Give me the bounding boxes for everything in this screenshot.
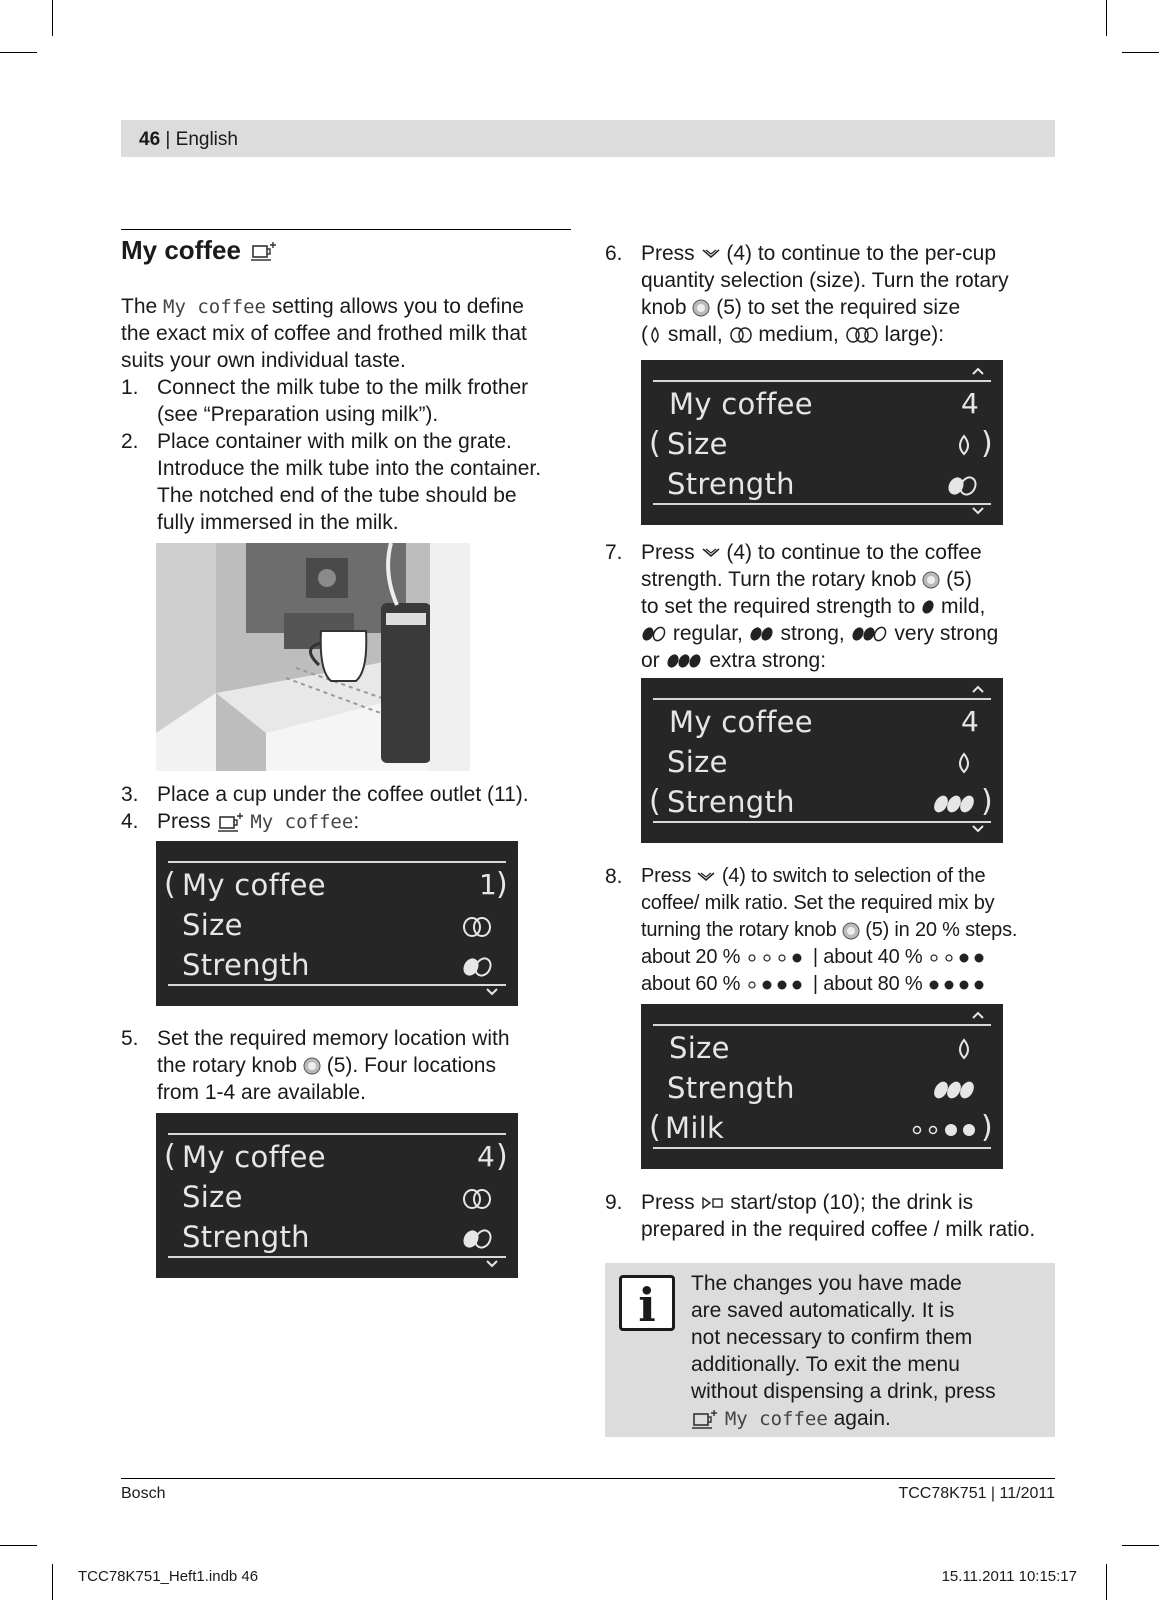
selection-bracket-left: ( [649, 426, 661, 461]
lcd-row-label: Size [667, 745, 728, 779]
step-5-text: (5). Four locations [320, 1054, 496, 1077]
lcd-row-label: My coffee [669, 705, 813, 739]
rotary-knob-icon [842, 922, 860, 940]
milk-ratio-40-icon [911, 1122, 979, 1138]
step-2-line: Introduce the milk tube into the container. [157, 457, 542, 480]
strength-strong-icon [749, 625, 775, 643]
step-7-text: Press [641, 541, 701, 564]
step-7-line [641, 566, 972, 593]
step-4-line [157, 808, 359, 836]
chevron-down-double-icon [696, 870, 716, 884]
lcd-row-label: Strength [667, 467, 795, 501]
step-9-line [641, 1189, 973, 1216]
crop-mark [1106, 1564, 1107, 1600]
lcd-row-value: 4 [961, 387, 979, 420]
step-8-text: turning the rotary knob [641, 919, 842, 941]
step-8-text: about 60 % [641, 973, 746, 995]
lcd-display-5 [641, 1004, 1003, 1169]
info-line [691, 1405, 891, 1433]
step-6-text: knob [641, 296, 693, 319]
strength-regular-icon [947, 476, 977, 496]
crop-mark [52, 0, 53, 36]
step-number: 9. [605, 1191, 623, 1214]
lcd-row-value: 4 [477, 1140, 495, 1173]
strength-extra-strong-icon [666, 652, 704, 670]
section-rule [121, 229, 571, 230]
intro-line-2: the exact mix of coffee and frothed milk that [121, 322, 527, 345]
step-4-suffix: : [353, 810, 360, 833]
strength-regular-icon [641, 625, 667, 643]
step-7-text: (5) [940, 568, 972, 591]
size-large-icon [845, 326, 879, 344]
selection-bracket-left: ( [164, 867, 176, 902]
step-number: 4. [121, 810, 139, 833]
step-number: 6. [605, 242, 623, 265]
size-small-icon [955, 434, 973, 456]
step-9-text: start/stop (10); the drink is [724, 1191, 974, 1214]
section-title-text: My coffee [121, 235, 241, 265]
step-8-text: | about 80 % [807, 973, 928, 995]
step-7-text: regular, [667, 622, 749, 645]
header-separator: | [160, 129, 176, 150]
step-7-text: extra strong: [703, 649, 827, 672]
step-6-text: large): [878, 323, 945, 346]
step-1-line: Connect the milk tube to the milk frother [157, 376, 529, 399]
step-7-text: mild, [935, 595, 986, 618]
step-number: 3. [121, 783, 139, 806]
step-7-text: (4) to continue to the coffee [720, 541, 982, 564]
step-number: 1. [121, 376, 139, 399]
footer-model: TCC78K751 | 11/2011 [898, 1485, 1055, 1502]
size-medium-icon [729, 326, 753, 344]
strength-extra-strong-icon [933, 1080, 977, 1100]
size-small-icon [955, 752, 973, 774]
milk-ratio-80-icon [928, 979, 990, 991]
step-3-line: Place a cup under the coffee outlet (11). [157, 783, 529, 806]
chevron-down-icon [485, 987, 499, 997]
rotary-knob-icon [692, 299, 710, 317]
chevron-down-double-icon [701, 247, 721, 261]
selection-bracket-right: ) [981, 426, 993, 461]
selection-bracket-right: ) [981, 784, 993, 819]
section-title [121, 235, 277, 266]
milk-ratio-60-icon [746, 979, 808, 991]
lcd-row-label: Size [667, 427, 728, 461]
step-6-text: Press [641, 242, 701, 265]
step-8-text: | about 40 % [807, 946, 928, 968]
chevron-up-icon [971, 366, 985, 376]
intro-text: setting allows you to define [265, 295, 524, 318]
step-6-line: quantity selection (size). Turn the rotary [641, 269, 1009, 292]
intro-line-1 [121, 293, 524, 321]
step-8-line [641, 971, 990, 998]
lcd-row-label: Size [182, 1180, 243, 1214]
step-4-prefix: Press [157, 810, 217, 833]
strength-very-strong-icon [851, 625, 889, 643]
slug-file: TCC78K751_Heft1.indb 46 [78, 1568, 259, 1585]
cup-plus-icon [691, 1408, 719, 1430]
info-line: are saved automatically. It is [691, 1299, 955, 1322]
rotary-knob-icon [303, 1057, 321, 1075]
lcd-display-1 [156, 841, 518, 1006]
machine-illustration [156, 543, 470, 771]
info-line: without dispensing a drink, press [691, 1380, 996, 1403]
lcd-row-label: Milk [665, 1111, 725, 1145]
lcd-row-label: My coffee [182, 1140, 326, 1174]
crop-mark [52, 1564, 53, 1600]
strength-mild-icon [921, 598, 935, 616]
lcd-row-label: Strength [667, 785, 795, 819]
size-small-icon [648, 326, 662, 344]
selection-bracket-right: ) [981, 1110, 993, 1145]
chevron-down-icon [485, 1259, 499, 1269]
step-7-line [641, 593, 985, 620]
strength-regular-icon [462, 1229, 492, 1249]
chevron-up-icon [971, 1010, 985, 1020]
lcd-row-label: Strength [667, 1071, 795, 1105]
step-5-text: the rotary knob [157, 1054, 303, 1077]
info-text: again. [827, 1407, 891, 1430]
lcd-row-value: 1 [479, 868, 497, 901]
crop-mark [0, 52, 37, 53]
step-number: 8. [605, 865, 623, 888]
lcd-row-label: My coffee [669, 387, 813, 421]
cup-plus-icon [217, 811, 245, 833]
step-7-line [641, 647, 826, 674]
step-6-text: (5) to set the required size [710, 296, 961, 319]
info-icon [619, 1275, 675, 1331]
info-mono: My coffee [724, 1408, 828, 1430]
step-4-mono: My coffee [250, 811, 354, 833]
info-icon-glyph: i [638, 1278, 656, 1332]
lcd-row-label: Strength [182, 948, 310, 982]
selection-bracket-left: ( [164, 1139, 176, 1174]
chevron-down-icon [971, 506, 985, 516]
size-small-icon [955, 1038, 973, 1060]
lcd-row-label: Strength [182, 1220, 310, 1254]
step-5-line: from 1-4 are available. [157, 1081, 366, 1104]
selection-bracket-left: ( [649, 1110, 661, 1145]
step-7-text: or [641, 649, 666, 672]
step-6-line [641, 321, 944, 348]
step-9-text: Press [641, 1191, 701, 1214]
selection-bracket-left: ( [649, 784, 661, 819]
info-note [605, 1263, 1055, 1437]
step-8-line: coffee/ milk ratio. Set the required mix by [641, 892, 995, 914]
selection-bracket-right: ) [496, 867, 508, 902]
crop-mark [1122, 1545, 1159, 1546]
lcd-row-label: Size [669, 1031, 730, 1065]
strength-extra-strong-icon [933, 794, 977, 814]
info-line: not necessary to confirm them [691, 1326, 973, 1349]
footer-rule [121, 1478, 1055, 1479]
step-8-line [641, 944, 990, 971]
intro-prefix: The [121, 295, 164, 318]
footer-brand: Bosch [121, 1485, 166, 1502]
lcd-display-2 [156, 1113, 518, 1278]
step-5-line: Set the required memory location with [157, 1027, 510, 1050]
strength-regular-icon [462, 957, 492, 977]
step-8-line [641, 917, 1017, 944]
milk-ratio-20-icon [746, 952, 808, 964]
slug-date: 15.11.2011 10:15:17 [941, 1568, 1077, 1585]
rotary-knob-icon [922, 571, 940, 589]
step-8-text: (5) in 20 % steps. [859, 919, 1018, 941]
size-medium-icon [462, 1189, 492, 1209]
step-7-text: to set the required strength to [641, 595, 922, 618]
lcd-row-label: Size [182, 908, 243, 942]
intro-line-3: suits your own individual taste. [121, 349, 406, 372]
step-number: 5. [121, 1027, 139, 1050]
lcd-row-label: My coffee [182, 868, 326, 902]
step-6-text: (4) to continue to the per-cup [720, 242, 997, 265]
start-stop-icon [701, 1196, 725, 1210]
intro-mono: My coffee [163, 296, 266, 318]
crop-mark [1106, 0, 1107, 36]
step-5-line [157, 1052, 496, 1079]
header-language: English [175, 129, 238, 150]
step-6-line [641, 240, 996, 267]
step-2-line: The notched end of the tube should be [157, 484, 517, 507]
selection-bracket-right: ) [496, 1139, 508, 1174]
step-6-text: medium, [752, 323, 845, 346]
step-6-text: ( [641, 323, 648, 346]
milk-ratio-40-icon [928, 952, 990, 964]
step-8-text: about 20 % [641, 946, 746, 968]
size-medium-icon [462, 917, 492, 937]
page-number: 46 [139, 129, 161, 150]
step-9-line: prepared in the required coffee / milk ratio. [641, 1218, 1036, 1241]
step-number: 2. [121, 430, 139, 453]
step-7-line [641, 539, 982, 566]
step-7-text: strong, [774, 622, 851, 645]
step-7-text: very strong [888, 622, 999, 645]
crop-mark [0, 1545, 37, 1546]
chevron-down-double-icon [701, 546, 721, 560]
lcd-display-4 [641, 678, 1003, 843]
step-7-text: strength. Turn the rotary knob [641, 568, 923, 591]
page-header [121, 120, 1055, 157]
info-line: The changes you have made [691, 1272, 962, 1295]
cup-plus-icon [251, 240, 277, 262]
step-6-line [641, 294, 960, 321]
step-2-line: Place container with milk on the grate. [157, 430, 512, 453]
chevron-down-icon [971, 824, 985, 834]
step-1-line: (see “Preparation using milk”). [157, 403, 439, 426]
step-8-text: Press [641, 865, 697, 887]
step-7-line [641, 620, 998, 647]
step-2-line: fully immersed in the milk. [157, 511, 399, 534]
step-8-line [641, 863, 985, 890]
crop-mark [1122, 52, 1159, 53]
step-6-text: small, [662, 323, 729, 346]
step-8-text: (4) to switch to selection of the [716, 865, 986, 887]
lcd-display-3 [641, 360, 1003, 525]
step-number: 7. [605, 541, 623, 564]
info-line: additionally. To exit the menu [691, 1353, 960, 1376]
lcd-row-value: 4 [961, 705, 979, 738]
chevron-up-icon [971, 684, 985, 694]
